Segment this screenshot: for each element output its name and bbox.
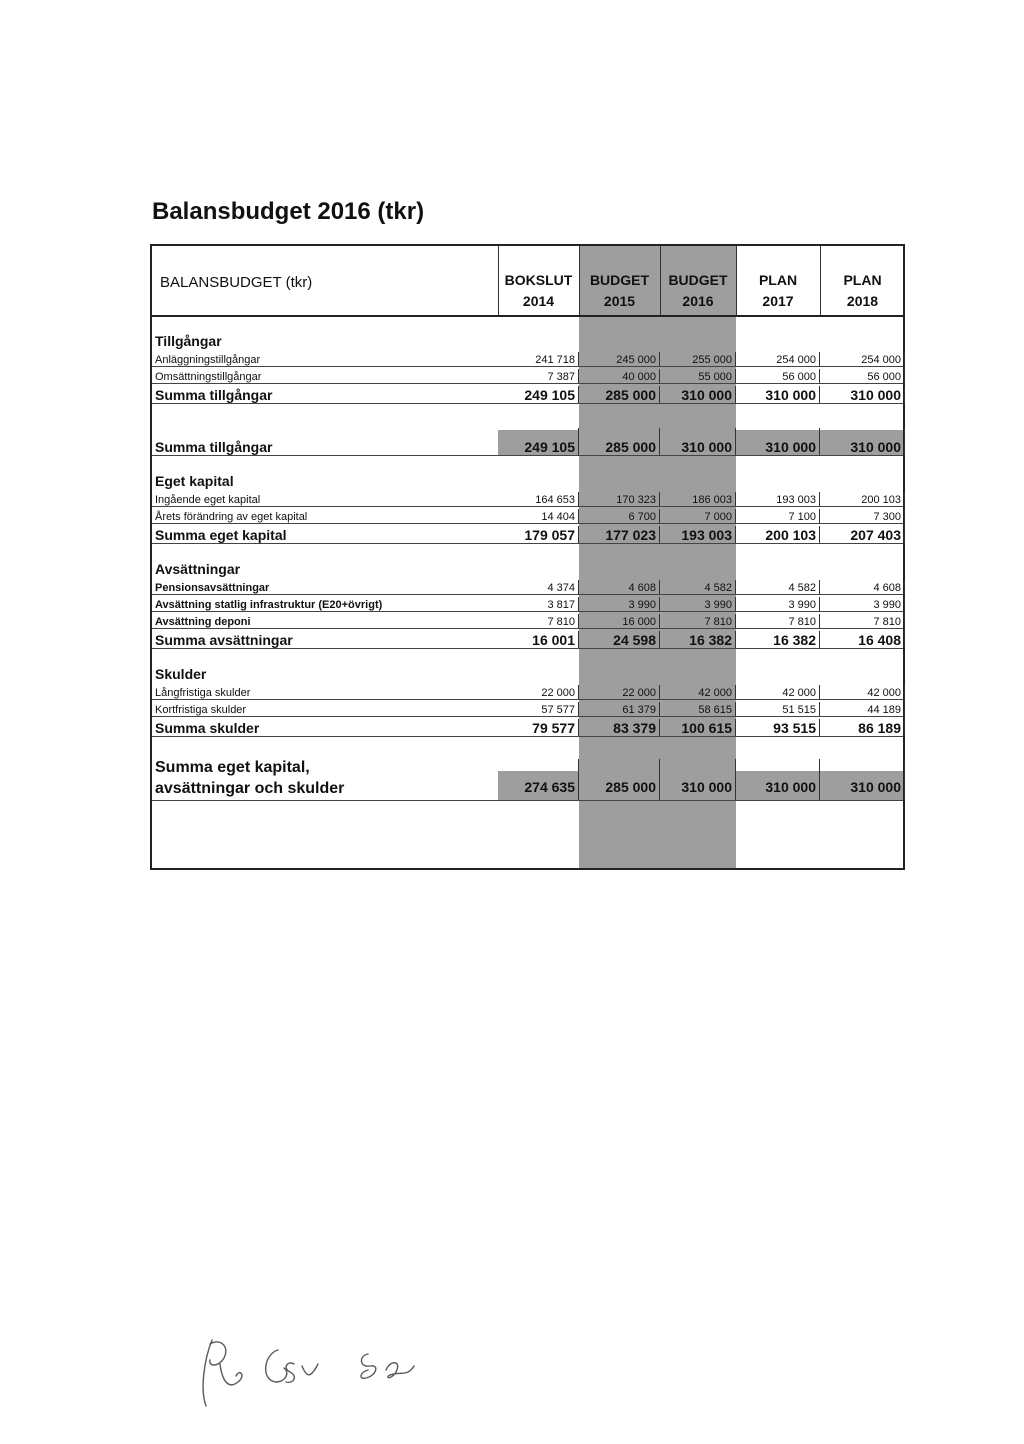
cell-divider <box>904 759 905 801</box>
cell-value: 241 718 <box>535 354 575 366</box>
cell-value: 7 810 <box>547 616 575 628</box>
cell-divider <box>659 597 660 612</box>
balance-budget-table <box>150 244 905 870</box>
summary-row <box>152 629 903 649</box>
cell-divider <box>819 428 820 456</box>
row-rule <box>152 736 903 737</box>
cell-divider <box>735 428 736 456</box>
row-label: Summa eget kapital, avsättningar och skulder <box>155 759 345 797</box>
row-label: Avsättning statlig infrastruktur (E20+övrigt) <box>155 599 383 611</box>
row-label: Eget kapital <box>155 473 234 489</box>
page-title: Balansbudget 2016 (tkr) <box>152 198 425 225</box>
cell-value: 3 817 <box>547 599 575 611</box>
cell-divider <box>819 509 820 524</box>
cell-divider <box>735 526 736 544</box>
summary-row <box>152 757 903 801</box>
cell-value: 51 515 <box>782 704 816 716</box>
cell-divider <box>819 526 820 544</box>
row-label-line2: avsättningar och skulder <box>155 780 345 797</box>
summary-row <box>152 524 903 544</box>
cell-value: 254 000 <box>776 354 816 366</box>
table-header-label: BALANSBUDGET (tkr) <box>160 274 313 291</box>
summary-row <box>152 717 903 737</box>
cell-value: 93 515 <box>773 720 816 736</box>
cell-divider <box>735 492 736 507</box>
cell-value: 100 615 <box>681 720 732 736</box>
cell-divider <box>904 492 905 507</box>
cell-value: 186 003 <box>692 494 732 506</box>
column-header <box>498 270 579 312</box>
cell-value: 44 189 <box>867 704 901 716</box>
table-row <box>152 507 903 524</box>
cell-divider <box>578 614 579 629</box>
cell-divider <box>578 352 579 367</box>
cell-divider <box>819 597 820 612</box>
cell-value: 193 003 <box>776 494 816 506</box>
cell-value: 310 000 <box>765 439 816 455</box>
column-header-label: PLAN <box>843 272 882 288</box>
cell-divider <box>735 369 736 384</box>
cell-divider <box>819 492 820 507</box>
cell-divider <box>578 631 579 649</box>
cell-divider <box>735 685 736 700</box>
cell-divider <box>735 759 736 801</box>
cell-value: 3 990 <box>788 599 816 611</box>
cell-value: 245 000 <box>616 354 656 366</box>
cell-divider <box>659 614 660 629</box>
cell-value: 4 582 <box>704 582 732 594</box>
cell-value: 55 000 <box>698 371 732 383</box>
row-rule <box>152 543 903 544</box>
cell-value: 42 000 <box>782 687 816 699</box>
cell-value: 7 000 <box>704 511 732 523</box>
column-header <box>736 270 820 312</box>
table-row <box>152 683 903 700</box>
cell-divider <box>735 614 736 629</box>
cell-divider <box>904 702 905 717</box>
cell-value: 22 000 <box>541 687 575 699</box>
cell-divider <box>904 580 905 595</box>
cell-value: 310 000 <box>681 779 732 795</box>
cell-divider <box>735 597 736 612</box>
cell-value: 61 379 <box>622 704 656 716</box>
row-label: Avsättning deponi <box>155 616 251 628</box>
cell-value: 193 003 <box>681 527 732 543</box>
cell-divider <box>735 631 736 649</box>
cell-value: 177 023 <box>605 527 656 543</box>
column-header-year: 2015 <box>603 293 636 309</box>
cell-divider <box>819 352 820 367</box>
row-label: Avsättningar <box>155 561 241 577</box>
cell-value: 86 189 <box>858 720 901 736</box>
cell-value: 16 000 <box>622 616 656 628</box>
cell-divider <box>578 526 579 544</box>
header-rule <box>152 315 903 317</box>
cell-divider <box>904 352 905 367</box>
cell-divider <box>578 719 579 737</box>
column-header-label: BUDGET <box>589 272 650 288</box>
cell-value: 164 653 <box>535 494 575 506</box>
cell-divider <box>578 509 579 524</box>
column-header-year: 2014 <box>522 293 555 309</box>
cell-value: 249 105 <box>524 439 575 455</box>
cell-divider <box>904 526 905 544</box>
section-heading-row <box>152 560 903 578</box>
cell-value: 285 000 <box>605 387 656 403</box>
cell-value: 4 608 <box>628 582 656 594</box>
cell-divider <box>904 369 905 384</box>
table-row <box>152 367 903 384</box>
row-label: Summa eget kapital <box>155 527 287 543</box>
cell-divider <box>735 386 736 404</box>
cell-value: 200 103 <box>861 494 901 506</box>
summary-row <box>152 426 903 456</box>
cell-value: 40 000 <box>622 371 656 383</box>
cell-divider <box>735 509 736 524</box>
row-label: Kortfristiga skulder <box>155 704 247 716</box>
row-label: Pensionsavsättningar <box>155 582 270 594</box>
column-header-year: 2018 <box>846 293 879 309</box>
table-row <box>152 595 903 612</box>
cell-divider <box>578 597 579 612</box>
cell-divider <box>659 492 660 507</box>
cell-divider <box>659 526 660 544</box>
cell-divider <box>578 369 579 384</box>
cell-divider <box>819 386 820 404</box>
summary-row <box>152 384 903 404</box>
cell-value: 249 105 <box>524 387 575 403</box>
cell-value: 255 000 <box>692 354 732 366</box>
cell-value: 170 323 <box>616 494 656 506</box>
row-label: Summa avsättningar <box>155 632 293 648</box>
cell-value: 7 387 <box>547 371 575 383</box>
cell-divider <box>659 719 660 737</box>
cell-divider <box>904 614 905 629</box>
row-label: Omsättningstillgångar <box>155 371 262 383</box>
cell-divider <box>904 386 905 404</box>
cell-value: 285 000 <box>605 439 656 455</box>
cell-value: 7 100 <box>788 511 816 523</box>
row-rule <box>152 800 903 801</box>
row-label: Summa tillgångar <box>155 387 273 403</box>
cell-value: 3 990 <box>873 599 901 611</box>
cell-divider <box>659 369 660 384</box>
cell-value: 310 000 <box>765 387 816 403</box>
handwritten-signature <box>190 1320 450 1410</box>
column-header-year: 2016 <box>682 293 714 309</box>
section-heading-row <box>152 472 903 490</box>
cell-divider <box>819 702 820 717</box>
table-row <box>152 578 903 595</box>
cell-value: 6 700 <box>628 511 656 523</box>
cell-value: 310 000 <box>850 387 901 403</box>
table-row <box>152 700 903 717</box>
cell-value: 79 577 <box>532 720 575 736</box>
cell-divider <box>819 685 820 700</box>
cell-value: 310 000 <box>681 387 732 403</box>
cell-divider <box>659 386 660 404</box>
cell-value: 285 000 <box>605 779 656 795</box>
column-header-label: BOKSLUT <box>504 272 573 288</box>
cell-value: 179 057 <box>524 527 575 543</box>
column-header-year: 2017 <box>762 293 794 309</box>
column-header-label: BUDGET <box>668 272 728 288</box>
cell-value: 310 000 <box>681 439 732 455</box>
cell-divider <box>578 428 579 456</box>
table-row <box>152 350 903 367</box>
cell-divider <box>659 509 660 524</box>
cell-divider <box>735 352 736 367</box>
cell-value: 3 990 <box>704 599 732 611</box>
row-label: Skulder <box>155 666 207 682</box>
cell-divider <box>578 685 579 700</box>
cell-divider <box>659 631 660 649</box>
row-label: Tillgångar <box>155 333 222 349</box>
cell-value: 16 408 <box>858 632 901 648</box>
row-label: Summa tillgångar <box>155 439 273 455</box>
column-header-label: PLAN <box>758 272 798 288</box>
cell-value: 200 103 <box>765 527 816 543</box>
cell-value: 7 810 <box>873 616 901 628</box>
row-label: Långfristiga skulder <box>155 687 251 699</box>
cell-value: 24 598 <box>613 632 656 648</box>
cell-value: 58 615 <box>698 704 732 716</box>
section-heading-row <box>152 332 903 350</box>
cell-divider <box>659 759 660 801</box>
cell-divider <box>578 759 579 801</box>
column-header <box>820 270 905 312</box>
cell-value: 42 000 <box>867 687 901 699</box>
cell-value: 56 000 <box>867 371 901 383</box>
cell-value: 4 582 <box>788 582 816 594</box>
cell-value: 22 000 <box>622 687 656 699</box>
cell-divider <box>904 685 905 700</box>
cell-divider <box>578 702 579 717</box>
cell-value: 254 000 <box>861 354 901 366</box>
cell-value: 4 374 <box>547 582 575 594</box>
cell-value: 3 990 <box>628 599 656 611</box>
cell-value: 16 001 <box>532 632 575 648</box>
cell-value: 207 403 <box>850 527 901 543</box>
cell-value: 16 382 <box>689 632 732 648</box>
cell-divider <box>735 719 736 737</box>
row-rule <box>152 648 903 649</box>
cell-value: 16 382 <box>773 632 816 648</box>
cell-value: 310 000 <box>850 439 901 455</box>
row-label: Årets förändring av eget kapital <box>155 511 308 523</box>
cell-divider <box>904 631 905 649</box>
cell-divider <box>659 352 660 367</box>
cell-value: 274 635 <box>524 779 575 795</box>
cell-divider <box>904 597 905 612</box>
cell-divider <box>819 580 820 595</box>
cell-value: 57 577 <box>541 704 575 716</box>
cell-divider <box>578 386 579 404</box>
cell-divider <box>735 580 736 595</box>
cell-value: 7 300 <box>873 511 901 523</box>
row-label: Ingående eget kapital <box>155 494 261 506</box>
cell-divider <box>578 492 579 507</box>
row-rule <box>152 403 903 404</box>
cell-value: 7 810 <box>704 616 732 628</box>
table-row <box>152 490 903 507</box>
cell-value: 310 000 <box>850 779 901 795</box>
cell-divider <box>659 428 660 456</box>
cell-value: 56 000 <box>782 371 816 383</box>
row-label: Anläggningstillgångar <box>155 354 261 366</box>
row-rule <box>152 455 903 456</box>
cell-divider <box>819 369 820 384</box>
cell-divider <box>904 509 905 524</box>
cell-value: 42 000 <box>698 687 732 699</box>
section-heading-row <box>152 665 903 683</box>
cell-divider <box>904 428 905 456</box>
cell-divider <box>659 702 660 717</box>
cell-divider <box>735 702 736 717</box>
column-header <box>579 270 660 312</box>
cell-divider <box>819 759 820 801</box>
table-row <box>152 612 903 629</box>
column-header <box>660 270 736 312</box>
cell-divider <box>659 580 660 595</box>
cell-value: 14 404 <box>541 511 575 523</box>
cell-divider <box>819 614 820 629</box>
cell-value: 83 379 <box>613 720 656 736</box>
cell-value: 7 810 <box>788 616 816 628</box>
cell-divider <box>904 719 905 737</box>
cell-divider <box>819 631 820 649</box>
cell-value: 4 608 <box>873 582 901 594</box>
row-label: Summa skulder <box>155 720 260 736</box>
cell-divider <box>819 719 820 737</box>
cell-divider <box>659 685 660 700</box>
cell-value: 310 000 <box>765 779 816 795</box>
cell-divider <box>578 580 579 595</box>
